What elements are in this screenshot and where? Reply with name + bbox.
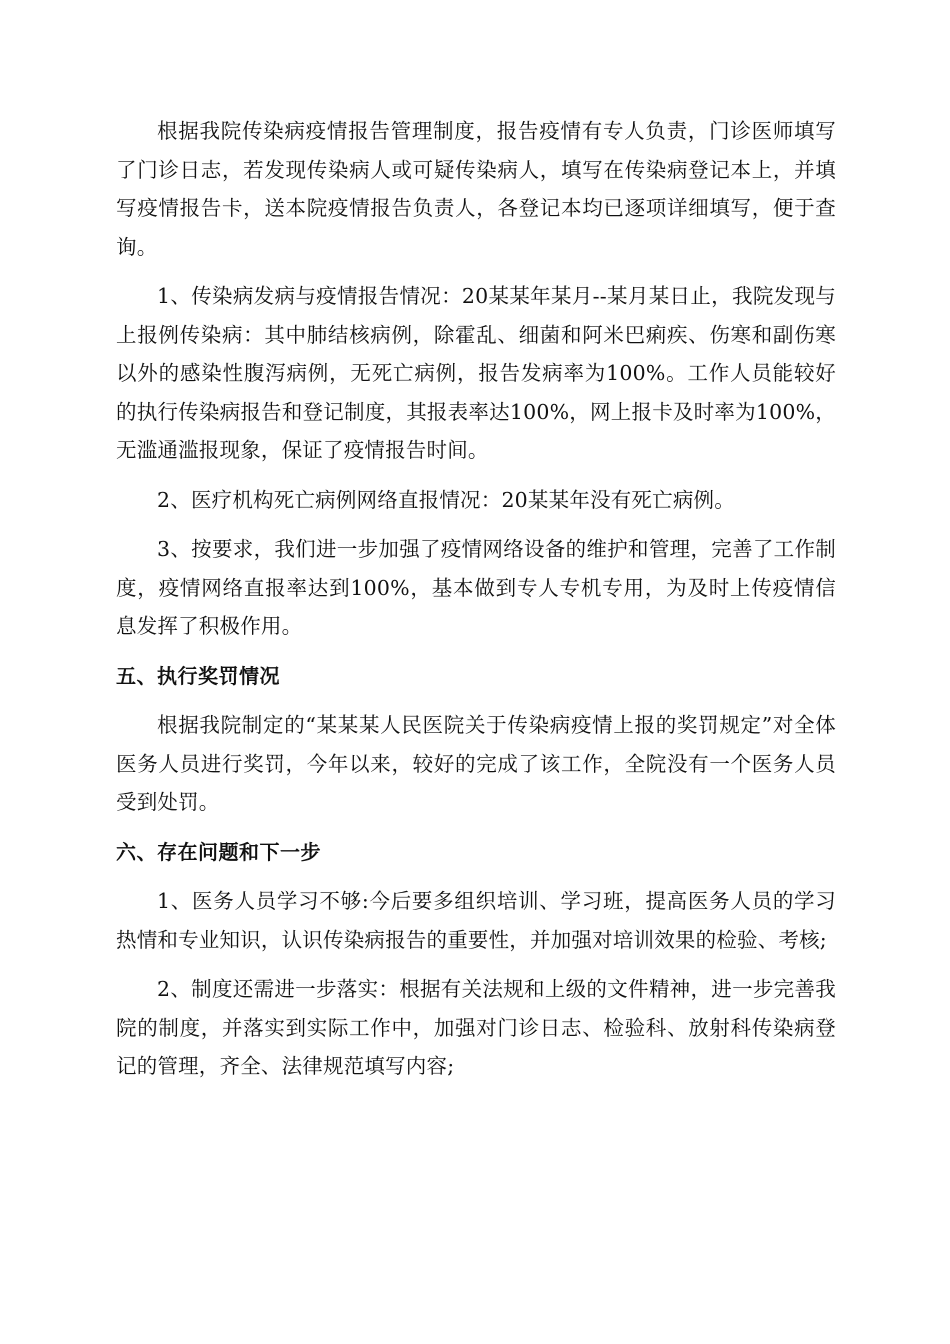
paragraph-disease-report-status: 1、传染病发病与疫情报告情况：20某某年某月--某月某日止，我院发现与上报例传染病：其中肺结核病例，除霍乱、细菌和阿米巴痢疾、伤寒和副伤寒以外的感染性腹泻病例，无死亡病例，报告发病率为100%。工作人员能较好的执行传染病报告和登记制度，其报表率达100%，网上报卡及时率为100%，无滥通滥报现象，保证了疫情报告时间。 [116,284,836,462]
paragraph-staff-training: 1、医务人员学习不够:今后要多组织培训、学习班，提高医务人员的学习热情和专业知识，认识传染病报告的重要性，并加强对培训效果的检验、考核; [116,889,836,952]
paragraph-report-system: 根据我院传染病疫情报告管理制度，报告疫情有专人负责，门诊医师填写了门诊日志，若发现传染病人或可疑传染病人，填写在传染病登记本上，并填写疫情报告卡，送本院疫情报告负责人，各登记本均已逐项详细填写，便于查询。 [116,119,836,259]
section-heading-problems-next-steps: 六、存在问题和下一步 [116,839,321,864]
paragraph-death-case-report: 2、医疗机构死亡病例网络直报情况：20某某年没有死亡病例。 [157,487,735,512]
paragraph-system-implementation: 2、制度还需进一步落实：根据有关法规和上级的文件精神，进一步完善我院的制度，并落实到实际工作中，加强对门诊日志、检验科、放射科传染病登记的管理，齐全、法律规范填写内容; [116,977,836,1078]
paragraph-rewards-penalties: 根据我院制定的“某某某人民医院关于传染病疫情上报的奖罚规定”对全体医务人员进行奖罚，今年以来，较好的完成了该工作，全院没有一个医务人员受到处罚。 [116,713,836,814]
section-heading-rewards-penalties: 五、执行奖罚情况 [116,663,280,688]
paragraph-network-maintenance: 3、按要求，我们进一步加强了疫情网络设备的维护和管理，完善了工作制度，疫情网络直报率达到100%，基本做到专人专机专用，为及时上传疫情信息发挥了积极作用。 [116,537,836,638]
document-body [116,112,836,1086]
